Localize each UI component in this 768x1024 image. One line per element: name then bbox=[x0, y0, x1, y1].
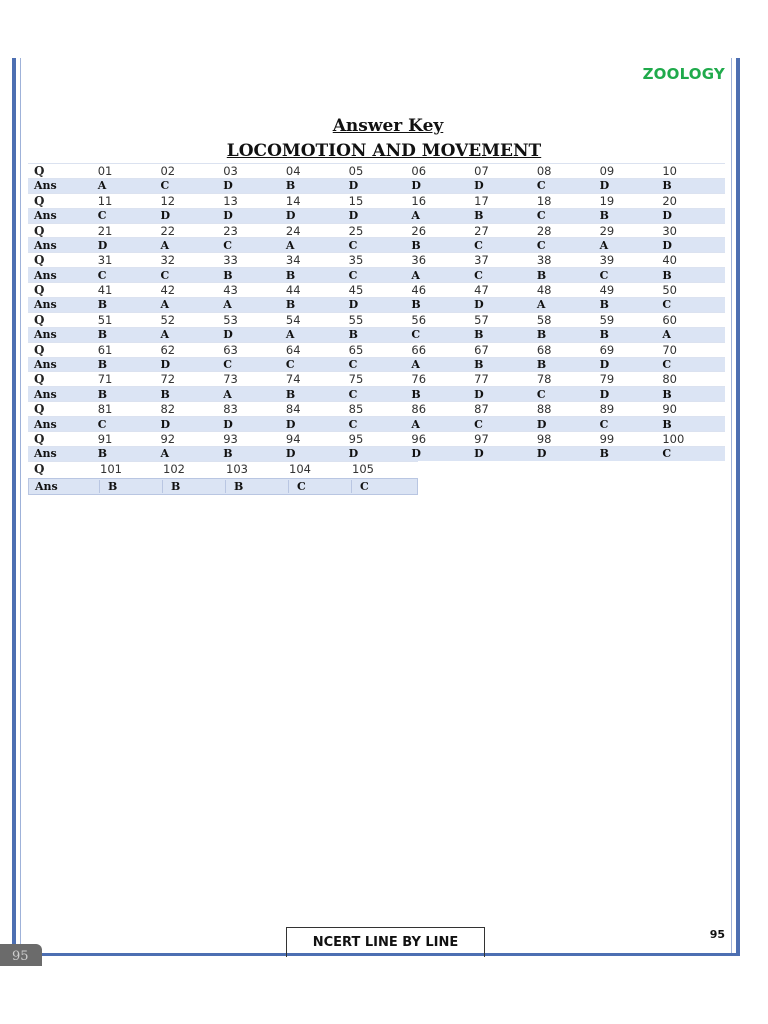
question-label: Q bbox=[34, 312, 45, 327]
question-number: 08 bbox=[536, 163, 552, 178]
question-number: 69 bbox=[599, 342, 615, 357]
answer-letter: B bbox=[285, 387, 296, 401]
answer-label: Ans bbox=[34, 209, 57, 223]
question-number: 86 bbox=[411, 402, 427, 417]
answer-letter: C bbox=[348, 268, 358, 282]
answer-row bbox=[28, 416, 725, 431]
answer-letter: A bbox=[599, 238, 609, 252]
answer-letter: B bbox=[599, 447, 609, 461]
answer-letter: A bbox=[223, 387, 232, 401]
question-number: 52 bbox=[160, 312, 176, 327]
answer-letter: A bbox=[536, 298, 546, 312]
answer-letter: A bbox=[223, 298, 232, 312]
question-row bbox=[28, 163, 725, 178]
answer-letter: C bbox=[348, 417, 358, 431]
answer-letter: C bbox=[536, 387, 546, 401]
answer-letter: B bbox=[536, 358, 547, 372]
answer-letter: D bbox=[599, 179, 610, 193]
question-number: 19 bbox=[599, 193, 615, 208]
question-number: 27 bbox=[474, 223, 489, 238]
answer-row bbox=[28, 297, 725, 312]
answer-letter: D bbox=[662, 209, 672, 223]
question-number: 25 bbox=[348, 223, 364, 238]
question-number: 21 bbox=[97, 223, 113, 238]
page-tab-indicator[interactable]: 95 bbox=[0, 944, 42, 966]
question-number: 47 bbox=[474, 283, 489, 298]
answer-letter: C bbox=[599, 268, 609, 282]
question-number: 66 bbox=[411, 342, 427, 357]
answer-letter: C bbox=[348, 358, 358, 372]
answer-letter: B bbox=[162, 480, 225, 493]
question-number: 12 bbox=[160, 193, 176, 208]
question-number: 30 bbox=[662, 223, 677, 238]
answer-key-last-rows bbox=[28, 461, 418, 495]
answer-letter: B bbox=[225, 480, 288, 493]
question-number: 16 bbox=[411, 193, 427, 208]
question-number: 04 bbox=[285, 163, 301, 178]
answer-row bbox=[28, 327, 725, 342]
answer-letter: C bbox=[351, 480, 414, 493]
answer-row bbox=[28, 386, 725, 401]
answer-letter: D bbox=[285, 209, 296, 223]
answer-letter: B bbox=[662, 387, 672, 401]
question-row bbox=[28, 371, 725, 386]
answer-letter: D bbox=[348, 298, 359, 312]
answer-letter: D bbox=[474, 298, 484, 312]
question-number: 53 bbox=[223, 312, 238, 327]
answer-row bbox=[28, 267, 725, 282]
question-number: 20 bbox=[662, 193, 677, 208]
question-number: 58 bbox=[536, 312, 552, 327]
answer-letter: B bbox=[474, 209, 484, 223]
answer-label: Ans bbox=[34, 268, 57, 282]
question-number: 02 bbox=[160, 163, 176, 178]
question-row bbox=[28, 223, 725, 238]
answer-letter: C bbox=[474, 417, 483, 431]
answer-letter: B bbox=[285, 268, 296, 282]
question-number: 23 bbox=[223, 223, 238, 238]
question-number: 70 bbox=[662, 342, 677, 357]
answer-letter: D bbox=[411, 179, 421, 193]
question-number: 15 bbox=[348, 193, 364, 208]
question-number: 22 bbox=[160, 223, 176, 238]
answer-letter: B bbox=[97, 298, 108, 312]
answer-key-table bbox=[28, 163, 725, 461]
question-number: 95 bbox=[348, 431, 364, 446]
answer-letter: B bbox=[160, 387, 170, 401]
question-number: 62 bbox=[160, 342, 176, 357]
question-number: 105 bbox=[352, 461, 374, 476]
answer-letter: D bbox=[285, 417, 296, 431]
question-number: 76 bbox=[411, 372, 427, 387]
answer-letter: A bbox=[411, 209, 420, 223]
question-number: 57 bbox=[474, 312, 489, 327]
answer-letter: C bbox=[536, 209, 546, 223]
answer-letter: B bbox=[411, 238, 421, 252]
question-number: 104 bbox=[289, 461, 311, 476]
question-number: 75 bbox=[348, 372, 364, 387]
answer-letter: D bbox=[348, 209, 359, 223]
question-number: 103 bbox=[226, 461, 248, 476]
answer-letter: B bbox=[536, 268, 547, 282]
question-number: 68 bbox=[536, 342, 552, 357]
question-number: 43 bbox=[223, 283, 238, 298]
question-number: 17 bbox=[474, 193, 489, 208]
answer-letter: C bbox=[599, 417, 609, 431]
answer-letter: A bbox=[160, 298, 169, 312]
question-number: 56 bbox=[411, 312, 427, 327]
answer-letter: D bbox=[223, 179, 233, 193]
question-label: Q bbox=[34, 283, 45, 298]
answer-letter: B bbox=[599, 328, 609, 342]
question-number: 49 bbox=[599, 283, 615, 298]
question-number: 89 bbox=[599, 402, 615, 417]
question-label: Q bbox=[34, 461, 45, 476]
question-number: 102 bbox=[163, 461, 185, 476]
question-label: Q bbox=[34, 193, 45, 208]
answer-letter: B bbox=[223, 268, 233, 282]
question-number: 44 bbox=[285, 283, 301, 298]
question-row bbox=[28, 431, 725, 446]
answer-letter: C bbox=[348, 238, 358, 252]
question-number: 36 bbox=[411, 253, 427, 268]
answer-letter: C bbox=[662, 447, 672, 461]
answer-letter: C bbox=[97, 268, 107, 282]
answer-letter: C bbox=[97, 417, 107, 431]
answer-letter: B bbox=[662, 179, 672, 193]
question-number: 32 bbox=[160, 253, 176, 268]
question-number: 82 bbox=[160, 402, 176, 417]
answer-letter: C bbox=[285, 358, 295, 372]
question-label: Q bbox=[34, 372, 45, 387]
question-number: 03 bbox=[223, 163, 238, 178]
question-label: Q bbox=[34, 223, 45, 238]
answer-label: Ans bbox=[34, 358, 57, 372]
answer-letter: C bbox=[474, 238, 483, 252]
question-number: 74 bbox=[285, 372, 301, 387]
answer-letter: B bbox=[474, 328, 484, 342]
answer-letter: D bbox=[474, 447, 484, 461]
answer-letter: C bbox=[662, 298, 672, 312]
question-label: Q bbox=[34, 253, 45, 268]
question-number: 87 bbox=[474, 402, 489, 417]
answer-label: Ans bbox=[34, 238, 57, 252]
answer-letter: B bbox=[411, 298, 421, 312]
answer-letter: B bbox=[348, 328, 358, 342]
subject-heading: ZOOLOGY bbox=[642, 65, 725, 83]
question-number: 34 bbox=[285, 253, 301, 268]
answer-letter: D bbox=[160, 358, 170, 372]
question-number: 39 bbox=[599, 253, 615, 268]
answer-letter: C bbox=[536, 238, 546, 252]
question-number: 72 bbox=[160, 372, 176, 387]
answer-letter: D bbox=[411, 447, 421, 461]
answer-letter: D bbox=[160, 209, 170, 223]
question-row bbox=[28, 312, 725, 327]
answer-letter: A bbox=[285, 238, 295, 252]
question-number: 92 bbox=[160, 431, 176, 446]
question-number: 78 bbox=[536, 372, 552, 387]
chapter-title: LOCOMOTION AND MOVEMENT bbox=[226, 141, 542, 161]
answer-letter: A bbox=[411, 358, 420, 372]
answer-row bbox=[28, 208, 725, 223]
question-number: 09 bbox=[599, 163, 615, 178]
answer-row bbox=[28, 478, 418, 495]
question-number: 51 bbox=[97, 312, 113, 327]
question-number: 64 bbox=[285, 342, 301, 357]
answer-letter: A bbox=[411, 417, 420, 431]
question-number: 99 bbox=[599, 431, 615, 446]
answer-letter: D bbox=[223, 328, 233, 342]
answer-letter: C bbox=[348, 387, 358, 401]
answer-label: Ans bbox=[34, 328, 57, 342]
answer-letter: D bbox=[474, 179, 484, 193]
question-number: 77 bbox=[474, 372, 489, 387]
question-number: 60 bbox=[662, 312, 677, 327]
answer-letter: B bbox=[99, 480, 162, 493]
question-number: 85 bbox=[348, 402, 364, 417]
question-number: 33 bbox=[223, 253, 238, 268]
question-number: 05 bbox=[348, 163, 364, 178]
answer-letter: B bbox=[97, 387, 108, 401]
question-number: 93 bbox=[223, 431, 238, 446]
answer-letter: D bbox=[662, 238, 672, 252]
answer-letter: B bbox=[223, 447, 233, 461]
question-label: Q bbox=[34, 163, 45, 178]
answer-letter: A bbox=[285, 328, 295, 342]
answer-letter: A bbox=[411, 268, 420, 282]
page-number: 95 bbox=[709, 928, 725, 941]
answer-letter: D bbox=[599, 387, 610, 401]
question-number: 96 bbox=[411, 431, 427, 446]
answer-label: Ans bbox=[34, 179, 57, 193]
question-label: Q bbox=[34, 431, 45, 446]
answer-letter: B bbox=[97, 328, 108, 342]
question-number: 94 bbox=[285, 431, 301, 446]
frame-inner-line-right bbox=[731, 58, 732, 953]
book-title-footer: NCERT LINE BY LINE bbox=[286, 927, 485, 957]
question-number: 54 bbox=[285, 312, 301, 327]
question-number: 98 bbox=[536, 431, 552, 446]
question-number: 28 bbox=[536, 223, 552, 238]
question-number: 55 bbox=[348, 312, 364, 327]
question-row bbox=[28, 342, 725, 357]
answer-letter: D bbox=[536, 447, 547, 461]
answer-letter: D bbox=[599, 358, 610, 372]
answer-row bbox=[28, 237, 725, 252]
question-number: 07 bbox=[474, 163, 489, 178]
question-row bbox=[28, 401, 725, 416]
answer-letter: D bbox=[536, 417, 547, 431]
answer-label: Ans bbox=[34, 447, 57, 461]
question-number: 37 bbox=[474, 253, 489, 268]
answer-letter: D bbox=[474, 387, 484, 401]
answer-letter: B bbox=[474, 358, 484, 372]
question-number: 01 bbox=[97, 163, 113, 178]
question-number: 97 bbox=[474, 431, 489, 446]
question-number: 91 bbox=[97, 431, 113, 446]
answer-letter: C bbox=[160, 268, 170, 282]
answer-letter: A bbox=[160, 447, 169, 461]
answer-letter: D bbox=[97, 238, 108, 252]
question-number: 80 bbox=[662, 372, 677, 387]
answer-letter: B bbox=[285, 179, 296, 193]
question-row bbox=[28, 252, 725, 267]
answer-row bbox=[28, 446, 725, 461]
question-number: 61 bbox=[97, 342, 113, 357]
answer-letter: D bbox=[223, 209, 233, 223]
question-number: 06 bbox=[411, 163, 427, 178]
question-number: 13 bbox=[223, 193, 238, 208]
answer-label: Ans bbox=[34, 387, 57, 401]
question-number: 83 bbox=[223, 402, 238, 417]
question-number: 10 bbox=[662, 163, 677, 178]
question-number: 100 bbox=[662, 431, 685, 446]
question-number: 79 bbox=[599, 372, 615, 387]
answer-letter: A bbox=[160, 328, 169, 342]
answer-letter: D bbox=[348, 179, 359, 193]
question-number: 71 bbox=[97, 372, 113, 387]
answer-letter: C bbox=[536, 179, 546, 193]
answer-label: Ans bbox=[34, 417, 57, 431]
question-number: 41 bbox=[97, 283, 113, 298]
answer-letter: A bbox=[662, 328, 671, 342]
answer-letter: B bbox=[97, 358, 108, 372]
answer-letter: B bbox=[285, 298, 296, 312]
question-number: 90 bbox=[662, 402, 677, 417]
answer-letter: D bbox=[348, 447, 359, 461]
question-number: 24 bbox=[285, 223, 301, 238]
answer-letter: C bbox=[223, 358, 232, 372]
question-number: 38 bbox=[536, 253, 552, 268]
answer-letter: B bbox=[599, 298, 609, 312]
question-number: 65 bbox=[348, 342, 364, 357]
question-label: Q bbox=[34, 402, 45, 417]
answer-label: Ans bbox=[35, 479, 58, 493]
answer-letter: A bbox=[97, 179, 107, 193]
question-number: 59 bbox=[599, 312, 615, 327]
question-number: 50 bbox=[662, 283, 677, 298]
answer-letter: C bbox=[288, 480, 351, 493]
answer-label: Ans bbox=[34, 298, 57, 312]
question-number: 84 bbox=[285, 402, 301, 417]
answer-row bbox=[28, 357, 725, 372]
answer-letter: B bbox=[411, 387, 421, 401]
question-number: 26 bbox=[411, 223, 427, 238]
question-number: 81 bbox=[97, 402, 113, 417]
answer-letter: C bbox=[411, 328, 421, 342]
answer-letter: D bbox=[223, 417, 233, 431]
answer-letter: B bbox=[97, 447, 108, 461]
frame-inner-line-left bbox=[20, 58, 21, 953]
answer-letter: C bbox=[223, 238, 232, 252]
answer-letter: B bbox=[536, 328, 547, 342]
question-number: 42 bbox=[160, 283, 176, 298]
question-number: 45 bbox=[348, 283, 364, 298]
question-row bbox=[28, 193, 725, 208]
question-number: 18 bbox=[536, 193, 552, 208]
question-number: 35 bbox=[348, 253, 364, 268]
answer-key-title: Answer Key bbox=[332, 116, 444, 136]
question-number: 63 bbox=[223, 342, 238, 357]
question-label: Q bbox=[34, 342, 45, 357]
answer-row bbox=[28, 178, 725, 193]
answer-letter: C bbox=[97, 209, 107, 223]
question-number: 67 bbox=[474, 342, 489, 357]
answer-letter: B bbox=[662, 268, 672, 282]
question-number: 11 bbox=[97, 193, 113, 208]
answer-letter: D bbox=[160, 417, 170, 431]
question-row bbox=[28, 461, 418, 476]
answer-letter: A bbox=[160, 238, 169, 252]
question-number: 73 bbox=[223, 372, 238, 387]
question-number: 14 bbox=[285, 193, 301, 208]
question-number: 101 bbox=[100, 461, 122, 476]
answer-letter: B bbox=[599, 209, 609, 223]
answer-letter: C bbox=[160, 179, 170, 193]
answer-letter: D bbox=[285, 447, 296, 461]
question-number: 31 bbox=[97, 253, 113, 268]
question-number: 48 bbox=[536, 283, 552, 298]
answer-letter: C bbox=[662, 358, 672, 372]
question-number: 46 bbox=[411, 283, 427, 298]
question-row bbox=[28, 282, 725, 297]
question-number: 40 bbox=[662, 253, 677, 268]
answer-letter: B bbox=[662, 417, 672, 431]
answer-letter: C bbox=[474, 268, 483, 282]
question-number: 29 bbox=[599, 223, 615, 238]
question-number: 88 bbox=[536, 402, 552, 417]
